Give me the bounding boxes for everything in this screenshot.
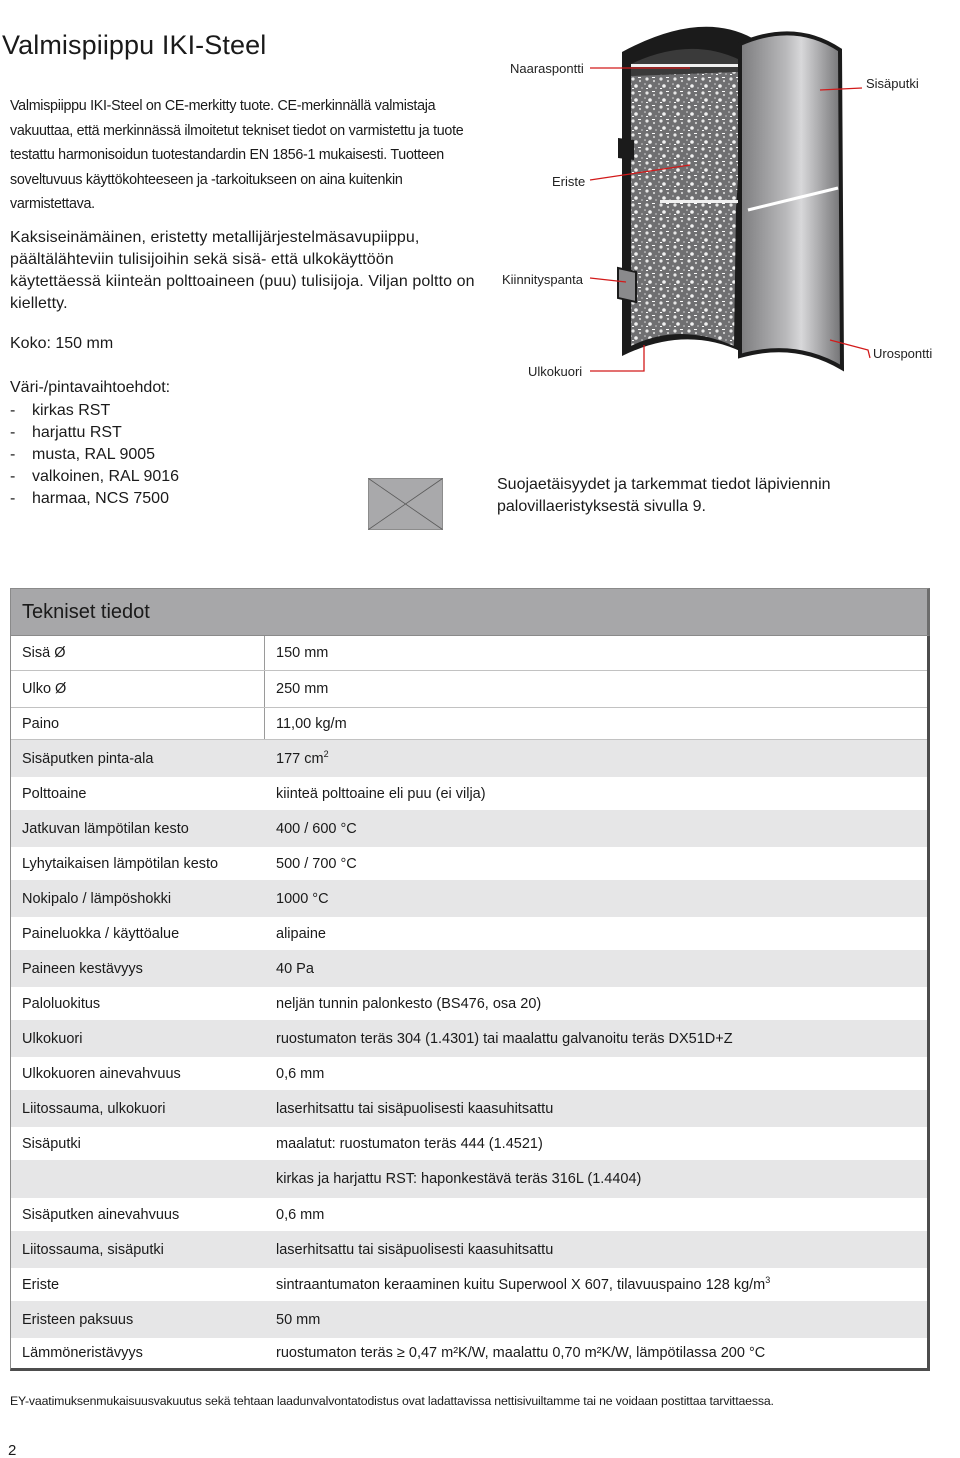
- table-row: [11, 1268, 927, 1301]
- spec-value-text: neljän tunnin palonkesto (BS476, osa 20): [276, 995, 542, 1012]
- spec-label: Sisäputken pinta-ala: [22, 750, 154, 767]
- spec-value: [264, 1242, 927, 1258]
- spec-value: [264, 1101, 927, 1117]
- spec-value-text: 500 / 700 °C: [276, 855, 357, 872]
- table-row: [11, 1231, 927, 1268]
- table-row: [11, 1020, 927, 1057]
- list-item: - valkoinen, RAL 9016: [10, 466, 179, 488]
- spec-value-text: ruostumaton teräs ≥ 0,47 m²K/W, maalattu 0,70 m²K/W, lämpötilassa 200 °C: [276, 1345, 766, 1361]
- page-number: 2: [8, 1442, 17, 1458]
- spec-value: [264, 1207, 927, 1223]
- diagram-label-urospontti: Urospontti: [873, 346, 933, 361]
- description-paragraph: Kaksiseinämäinen, eristetty metallijärjestelmäsavupiippu, päältälähteviin tulisijoihin sekä sisä- että ulkokäyttöön käytettäessä kiinteän polttoaineen (puu) tulisijoja. Viljan poltto on kielletty.: [10, 229, 475, 312]
- color-swatch: [368, 478, 443, 530]
- list-item: - harjattu RST: [10, 422, 179, 444]
- spec-label: Eristeen paksuus: [22, 1311, 134, 1328]
- spec-value-text: 40 Pa: [276, 960, 314, 977]
- spec-label: Eriste: [22, 1276, 60, 1293]
- table-row: [11, 1127, 927, 1160]
- spec-value: [264, 645, 927, 661]
- table-row: [11, 1338, 927, 1368]
- diagram-label-kiinnityspanta: Kiinnityspanta: [502, 272, 583, 287]
- spec-value-superscript: 2: [323, 748, 329, 759]
- spec-label: Nokipalo / lämpöshokki: [22, 890, 172, 907]
- spec-value-text: laserhitsattu tai sisäpuolisesti kaasuhitsattu: [276, 1100, 554, 1117]
- table-row: [11, 950, 927, 987]
- table-row: [11, 1090, 927, 1127]
- table-row: [11, 671, 927, 708]
- spec-label: Paloluokitus: [22, 995, 101, 1012]
- spec-value-text: 250 mm: [276, 681, 329, 697]
- column-divider: [264, 708, 265, 739]
- spec-value: [264, 1171, 927, 1187]
- column-divider: [264, 636, 265, 670]
- spec-value-text: kirkas ja harjattu RST: haponkestävä teräs 316L (1.4404): [276, 1171, 642, 1187]
- spec-value: [264, 716, 927, 732]
- table-row: [11, 777, 927, 810]
- spec-value: [264, 1312, 927, 1328]
- intro-paragraph: Valmispiippu IKI-Steel on CE-merkitty tuote. CE-merkinnällä valmistaja vakuuttaa, että merkinnässä ilmoitetut tekniset tiedot on varmistettu ja tuote testattu harmonisoidun tuotestandardin EN 1856-1 mukaisesti. Tuotteen soveltuvuus käyttökohteeseen ja -tarkoitukseen on aina kuitenkin varmistettava.: [10, 98, 464, 213]
- spec-label: Ulkokuoren ainevahvuus: [22, 1065, 181, 1082]
- spec-label: Paino: [22, 715, 60, 732]
- spec-value: [264, 996, 927, 1012]
- table-row: [11, 1198, 927, 1231]
- table-row: [11, 810, 927, 847]
- table-row: [11, 1160, 927, 1198]
- spec-value-text: 177 cm: [276, 750, 324, 767]
- spec-label: Ulkokuori: [22, 1030, 83, 1047]
- spec-value-text: 50 mm: [276, 1311, 321, 1328]
- spec-value-text: 0,6 mm: [276, 1206, 325, 1223]
- table-row: [11, 1301, 927, 1338]
- table-row: [11, 708, 927, 740]
- spec-value: [264, 926, 927, 942]
- spec-label: Sisä Ø: [22, 645, 66, 661]
- spec-value: [264, 1136, 927, 1152]
- spec-value: [264, 748, 927, 767]
- spec-value: [264, 1031, 927, 1047]
- spec-value: [264, 821, 927, 837]
- diagram-label-sisaputki: Sisäputki: [866, 76, 919, 91]
- spec-label: Sisäputki: [22, 1135, 81, 1152]
- column-divider: [264, 671, 265, 707]
- spec-label: Lyhytaikaisen lämpötilan kesto: [22, 855, 219, 872]
- list-item: - harmaa, NCS 7500: [10, 488, 179, 510]
- spec-value-text: kiinteä polttoaine eli puu (ei vilja): [276, 785, 486, 802]
- spec-value-text: 150 mm: [276, 645, 329, 661]
- spec-value-text: 1000 °C: [276, 890, 329, 907]
- diagram-label-naaraspontti: Naaraspontti: [510, 61, 584, 76]
- colors-heading: Väri-/pintavaihtoehdot:: [10, 379, 171, 396]
- spec-label: Ulko Ø: [22, 681, 67, 697]
- footer-note: EY-vaatimuksenmukaisuusvakuutus sekä tehtaan laadunvalvontatodistus ovat ladattavissa nettisivuiltamme tai ne voidaan postittaa tarvittaessa.: [10, 1394, 774, 1408]
- clearance-note: Suojaetäisyydet ja tarkemmat tiedot läpiviennin palovillaeristyksestä sivulla 9.: [497, 476, 831, 515]
- spec-value-text: 0,6 mm: [276, 1065, 325, 1082]
- spec-value: [264, 786, 927, 802]
- diagram-label-eriste: Eriste: [552, 174, 586, 189]
- list-item: - kirkas RST: [10, 400, 179, 422]
- table-row: [11, 880, 927, 917]
- spec-label: Paineen kestävyys: [22, 960, 143, 977]
- list-item: - musta, RAL 9005: [10, 444, 179, 466]
- table-body: [10, 636, 930, 1371]
- table-heading: Tekniset tiedot: [10, 588, 930, 636]
- spec-label: Polttoaine: [22, 785, 87, 802]
- page-title: Valmispiippu IKI-Steel: [2, 30, 267, 60]
- table-row: [11, 917, 927, 950]
- table-row: [11, 740, 927, 777]
- spec-value-superscript: 3: [765, 1274, 771, 1285]
- spec-label: Sisäputken ainevahvuus: [22, 1206, 180, 1223]
- spec-value: [264, 1066, 927, 1082]
- spec-value-text: 11,00 kg/m: [276, 715, 347, 732]
- spec-value-text: laserhitsattu tai sisäpuolisesti kaasuhitsattu: [276, 1241, 554, 1258]
- chimney-cross-section-diagram: [490, 20, 960, 410]
- spec-value: [264, 891, 927, 907]
- spec-label: Paineluokka / käyttöalue: [22, 925, 180, 942]
- table-row: [11, 987, 927, 1020]
- spec-value-text: 400 / 600 °C: [276, 820, 357, 837]
- table-row: [11, 1057, 927, 1090]
- spec-value: [264, 856, 927, 872]
- spec-label: Lämmöneristävyys: [22, 1345, 143, 1361]
- table-row: [11, 847, 927, 880]
- spec-value-text: maalatut: ruostumaton teräs 444 (1.4521): [276, 1135, 543, 1152]
- spec-label: Liitossauma, ulkokuori: [22, 1100, 166, 1117]
- colors-list: [10, 400, 179, 510]
- spec-value: [264, 1345, 927, 1361]
- spec-label: Jatkuvan lämpötilan kesto: [22, 820, 189, 837]
- spec-value: [264, 961, 927, 977]
- diagram-label-ulkokuori: Ulkokuori: [528, 364, 583, 379]
- technical-data-table: [10, 588, 930, 1371]
- table-row: [11, 636, 927, 671]
- spec-label: Liitossauma, sisäputki: [22, 1241, 164, 1258]
- spec-value: [264, 1274, 927, 1293]
- spec-value-text: alipaine: [276, 925, 326, 942]
- spec-value: [264, 681, 927, 697]
- size-text: Koko: 150 mm: [10, 335, 114, 352]
- spec-value-text: sintraantumaton keraaminen kuitu Superwool X 607, tilavuuspaino 128 kg/m: [276, 1276, 766, 1293]
- spec-value-text: ruostumaton teräs 304 (1.4301) tai maalattu galvanoitu teräs DX51D+Z: [276, 1030, 733, 1047]
